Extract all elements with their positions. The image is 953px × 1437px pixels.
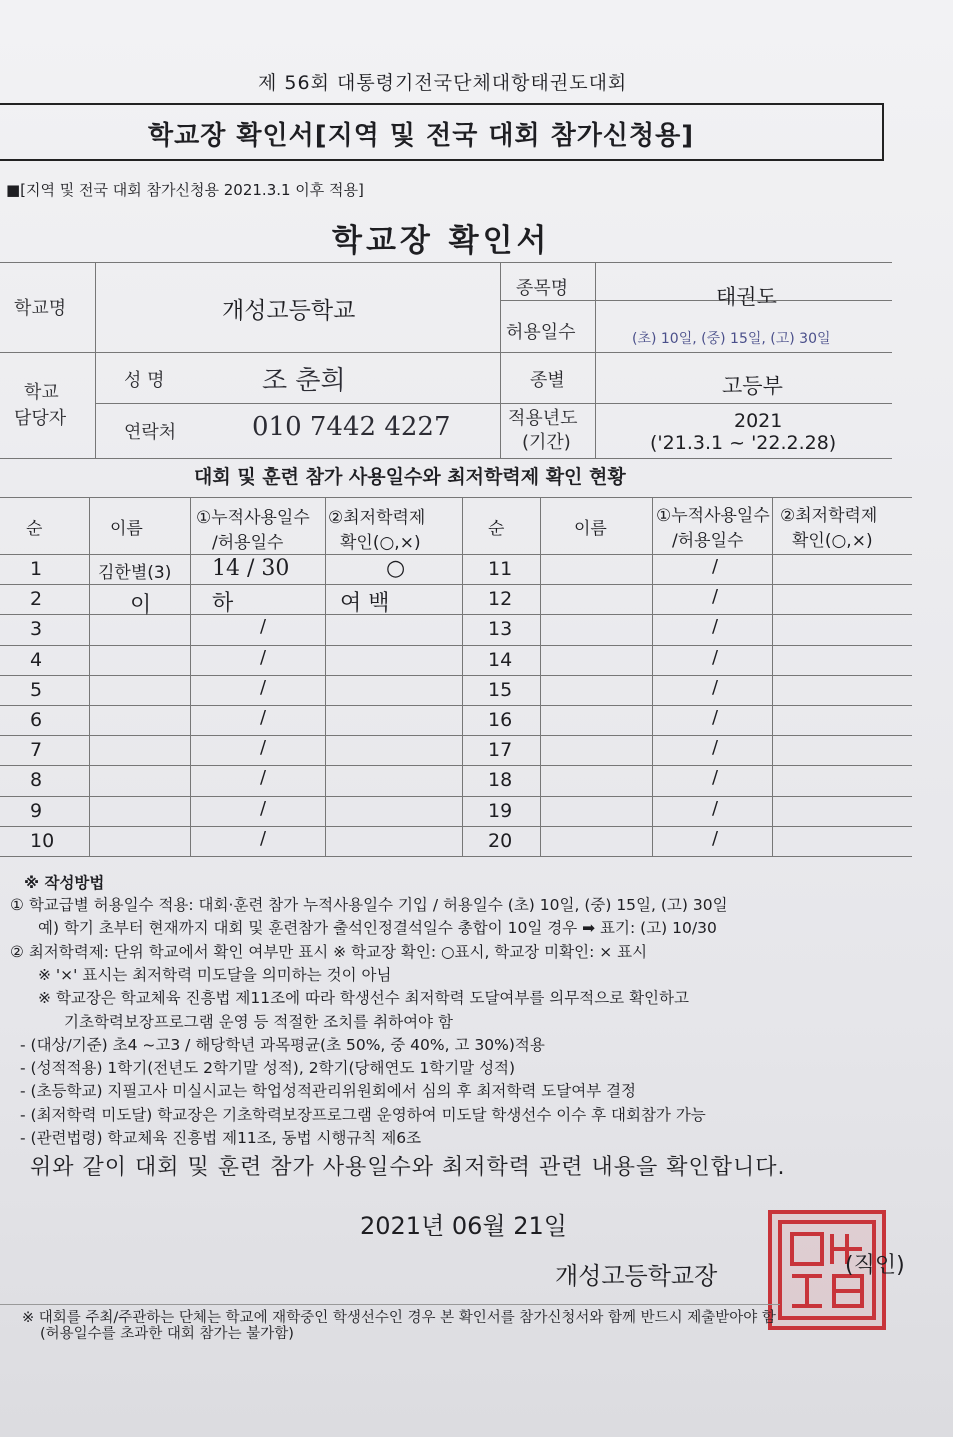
row-days: /	[712, 616, 719, 637]
row-days: 14 / 30	[212, 556, 290, 581]
table-grid-line	[0, 584, 912, 585]
allowed-days-label: 허용일수	[506, 322, 576, 343]
row-days: /	[712, 586, 719, 607]
year-value: 2021	[734, 410, 783, 432]
table-title: 대회 및 훈련 참가 사용일수와 최저학력제 확인 현황	[194, 466, 626, 488]
row-number: 15	[488, 679, 513, 701]
instruction-line: ① 학교급별 허용일수 적용: 대회·훈련 참가 누적사용일수 기입 / 허용일수 (초) 10일, (중) 15일, (고) 30일	[10, 896, 728, 914]
instruction-line: - (성적적용) 1학기(전년도 2학기말 성적), 2학기(당해연도 1학기말 성적)	[20, 1059, 516, 1078]
row-number: 17	[488, 739, 513, 761]
instruction-line: 예) 학기 초부터 현재까지 대회 및 훈련참가 출석인정결석일수 총합이 10일 경우 ➡ 표기: (고) 10/30	[38, 919, 717, 938]
event-type-value: 태권도	[716, 285, 777, 309]
row-days: /	[712, 707, 719, 728]
row-number: 5	[30, 679, 43, 701]
table-grid-line	[190, 497, 191, 856]
instruction-line: - (대상/기준) 초4 ~고3 / 해당학년 과목평균(초 50%, 중 40%, 고 30%)적용	[20, 1035, 545, 1054]
applicability-note: ■[지역 및 전국 대회 참가신청용 2021.3.1 이후 적용]	[6, 181, 364, 199]
seal-label: (직인)	[845, 1253, 905, 1278]
col-header-grade-sub-2: 확인(○,×)	[792, 531, 873, 551]
divider	[500, 300, 892, 301]
participation-table	[0, 497, 912, 857]
row-days: /	[712, 556, 719, 577]
instruction-line: - (최저학력 미도달) 학교장은 기초학력보장프로그램 운영하여 미도달 학생선수 이수 후 대회참가 가능	[20, 1105, 706, 1124]
division-label: 종별	[530, 370, 565, 391]
table-grid-line	[325, 497, 326, 856]
row-number: 11	[488, 558, 513, 580]
year-label-1: 적용년도	[508, 408, 578, 429]
row-days: /	[260, 677, 267, 698]
allowed-days-value: (초) 10일, (중) 15일, (고) 30일	[632, 331, 831, 347]
row-number: 3	[30, 618, 43, 640]
name-value-handwritten: 조 춘희	[262, 366, 346, 396]
table-grid-line	[540, 497, 541, 856]
row-days: /	[260, 707, 267, 728]
footer-note: ※ 대회를 주최/주관하는 단체는 학교에 재학중인 학생선수인 경우 본 확인서를 참가신청서와 함께 반드시 제출받아야 함	[22, 1310, 776, 1326]
instructions-title: ※ 작성방법	[24, 874, 105, 892]
signer-name: 개성고등학교장	[555, 1262, 718, 1290]
row-number: 14	[488, 649, 513, 671]
table-grid-line	[462, 497, 463, 856]
instruction-line: 기초학력보장프로그램 운영 등 적절한 조치를 취하여야 함	[64, 1012, 453, 1031]
footer-divider	[0, 1304, 780, 1305]
row-number: 1	[30, 558, 43, 580]
row-number: 19	[488, 800, 513, 822]
row-number: 12	[488, 588, 513, 610]
col-header-grade: ②최저학력제	[328, 508, 426, 528]
col-header-num-2: 순	[488, 519, 505, 539]
row-number: 16	[488, 709, 513, 731]
row-check: ○	[386, 556, 406, 581]
col-header-grade-sub: 확인(○,×)	[340, 533, 421, 553]
row-days: /	[260, 737, 267, 758]
row-days: /	[260, 828, 267, 849]
year-period: ('21.3.1 ~ '22.2.28)	[650, 432, 837, 454]
row-days: /	[712, 767, 719, 788]
table-grid-line	[0, 856, 912, 857]
manager-label-1: 학교	[24, 382, 59, 403]
col-header-days-2: ①누적사용일수	[656, 506, 770, 526]
row-number: 13	[488, 618, 513, 640]
divider	[95, 262, 96, 458]
row-days: /	[260, 798, 267, 819]
table-grid-line	[772, 497, 773, 856]
table-grid-line	[0, 765, 912, 766]
table-grid-line	[0, 826, 912, 827]
table-grid-line	[0, 796, 912, 797]
row-number: 20	[488, 830, 513, 852]
row-days: /	[260, 767, 267, 788]
page-title: 학교장 확인서	[332, 223, 551, 259]
divider	[0, 262, 892, 263]
instruction-line: - (초등학교) 지필고사 미실시교는 학업성적관리위원회에서 심의 후 최저학력 도달여부 결정	[20, 1082, 637, 1101]
table-grid-line	[652, 497, 653, 856]
col-header-name: 이름	[110, 519, 143, 539]
row-days: /	[712, 828, 719, 849]
row-days: /	[712, 647, 719, 668]
table-grid-line	[0, 497, 912, 498]
event-title: 제 56회 대통령기전국단체대항태권도대회	[258, 72, 628, 94]
doc-title-box	[0, 103, 884, 161]
contact-label: 연락처	[124, 422, 177, 443]
footer-note-2: (허용일수를 초과한 대회 참가는 불가함)	[40, 1326, 294, 1342]
col-header-days-sub: /허용일수	[212, 533, 284, 553]
row-check: 여 백	[340, 591, 390, 616]
instruction-line: ※ 학교장은 학교체육 진흥법 제11조에 따라 학생선수 최저학력 도달여부를 의무적으로 확인하고	[38, 989, 689, 1008]
col-header-days-sub-2: /허용일수	[672, 531, 744, 551]
row-name: 김한별(3)	[98, 563, 172, 583]
divider	[500, 262, 501, 458]
contact-value-handwritten: 010 7442 4227	[252, 412, 451, 442]
name-label: 성 명	[124, 370, 165, 391]
row-days: /	[260, 616, 267, 637]
row-number: 7	[30, 739, 43, 761]
division-value: 고등부	[722, 374, 783, 398]
table-grid-line	[89, 497, 90, 856]
divider	[95, 403, 892, 404]
row-number: 9	[30, 800, 43, 822]
divider	[595, 262, 596, 458]
row-number: 10	[30, 830, 55, 852]
row-days: 하	[212, 591, 234, 616]
table-grid-line	[0, 554, 912, 555]
row-number: 2	[30, 588, 43, 610]
row-number: 18	[488, 769, 513, 791]
manager-label-2: 담당자	[14, 408, 67, 429]
table-grid-line	[0, 645, 912, 646]
divider	[0, 458, 892, 459]
table-grid-line	[0, 735, 912, 736]
row-days: /	[712, 737, 719, 758]
school-name-value: 개성고등학교	[222, 298, 356, 324]
row-number: 6	[30, 709, 43, 731]
row-days: /	[260, 647, 267, 668]
instruction-line: - (관련법령) 학교체육 진흥법 제11조, 동법 시행규칙 제6조	[20, 1129, 422, 1147]
divider	[0, 352, 892, 353]
instruction-line: ※ '×' 표시는 최저학력 미도달을 의미하는 것이 아님	[38, 965, 392, 984]
confirmation-statement: 위와 같이 대회 및 훈련 참가 사용일수와 최저학력 관련 내용을 확인합니다.	[30, 1155, 786, 1180]
row-number: 8	[30, 769, 43, 791]
instruction-line: ② 최저학력제: 단위 학교에서 확인 여부만 표시 ※ 학교장 확인: ○표시, 학교장 미확인: × 표시	[10, 942, 648, 961]
school-name-label: 학교명	[14, 298, 67, 319]
col-header-grade-2: ②최저학력제	[780, 506, 878, 526]
row-days: /	[712, 798, 719, 819]
table-grid-line	[0, 675, 912, 676]
col-header-days: ①누적사용일수	[196, 508, 310, 528]
col-header-num: 순	[26, 519, 43, 539]
doc-title: 학교장 확인서[지역 및 전국 대회 참가신청용]	[148, 121, 695, 151]
col-header-name-2: 이름	[574, 519, 607, 539]
confirmation-date: 2021년 06월 21일	[360, 1212, 567, 1240]
year-label-2: (기간)	[522, 432, 571, 453]
row-number: 4	[30, 649, 43, 671]
table-grid-line	[0, 705, 912, 706]
row-name: 이	[130, 593, 152, 618]
event-type-label: 종목명	[516, 278, 569, 299]
row-days: /	[712, 677, 719, 698]
